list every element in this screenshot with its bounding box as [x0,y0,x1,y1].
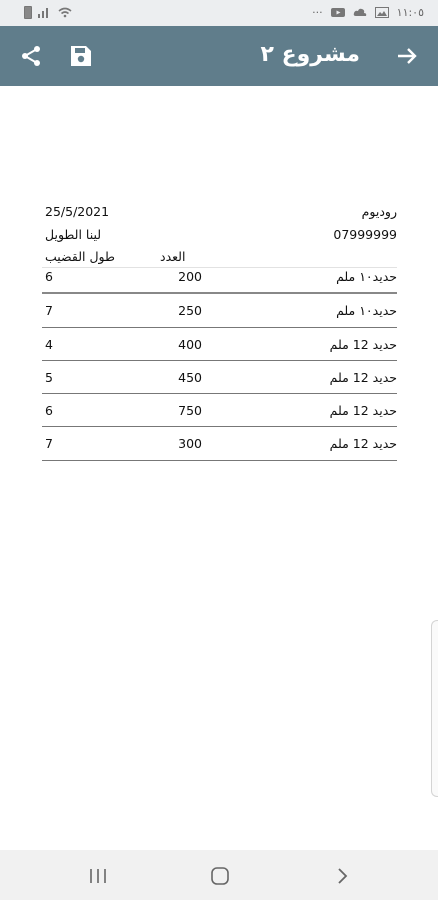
save-button[interactable] [64,39,98,73]
row-count: 250 [178,303,202,319]
arrow-right-icon [396,45,418,67]
row-length: 7 [45,303,53,319]
table-row [42,260,397,294]
chevron-back-icon [335,867,349,885]
row-length: 4 [45,336,53,352]
table-row [42,394,397,427]
recents-button[interactable] [78,862,118,890]
row-count: 200 [178,269,202,284]
row-length: 7 [45,436,53,452]
column-header-length: طول القضيب [45,249,115,264]
app-bar [0,26,438,86]
cloud-icon [353,7,367,18]
navigation-bar [0,850,438,900]
share-button[interactable] [14,39,48,73]
page-title: مشروع ٢ [260,42,360,67]
home-icon [210,866,230,886]
battery-icon [24,6,32,19]
column-header-count: العدد [160,249,186,264]
row-item: حديد١٠ ملم [336,303,397,319]
customer-name: لينا الطويل [45,227,102,242]
row-count: 300 [178,436,202,452]
receipt-rows [42,260,397,461]
overflow-dots: ··· [312,6,323,19]
share-icon [19,44,43,68]
row-count: 750 [178,403,202,419]
nav-back-button[interactable] [322,862,362,890]
status-time: ١١:٠٥ [396,6,424,19]
recents-icon [88,867,108,885]
home-button[interactable] [200,862,240,890]
receipt-name: روديوم [361,204,397,219]
status-bar [0,0,438,26]
signal-icon [38,7,52,18]
youtube-icon [331,7,345,18]
floppy-disk-icon [70,45,92,67]
row-length: 5 [45,369,53,385]
gallery-icon [375,7,389,18]
row-count: 400 [178,336,202,352]
table-row [42,294,397,327]
back-button[interactable] [390,39,424,73]
row-count: 450 [178,369,202,385]
row-item: حديد 12 ملم [329,403,397,419]
status-right [312,6,424,19]
row-length: 6 [45,269,53,284]
row-item: حديد 12 ملم [329,369,397,385]
receipt-date: 25/5/2021 [45,204,110,219]
row-item: حديد 12 ملم [329,336,397,352]
edge-panel-handle[interactable] [431,620,438,797]
table-row [42,361,397,394]
table-row [42,427,397,460]
row-item: حديد١٠ ملم [336,269,397,284]
customer-phone: 07999999 [333,227,397,242]
row-item: حديد 12 ملم [329,436,397,452]
status-left [24,6,72,19]
table-row [42,328,397,361]
wifi-icon [58,7,72,18]
row-length: 6 [45,403,53,419]
